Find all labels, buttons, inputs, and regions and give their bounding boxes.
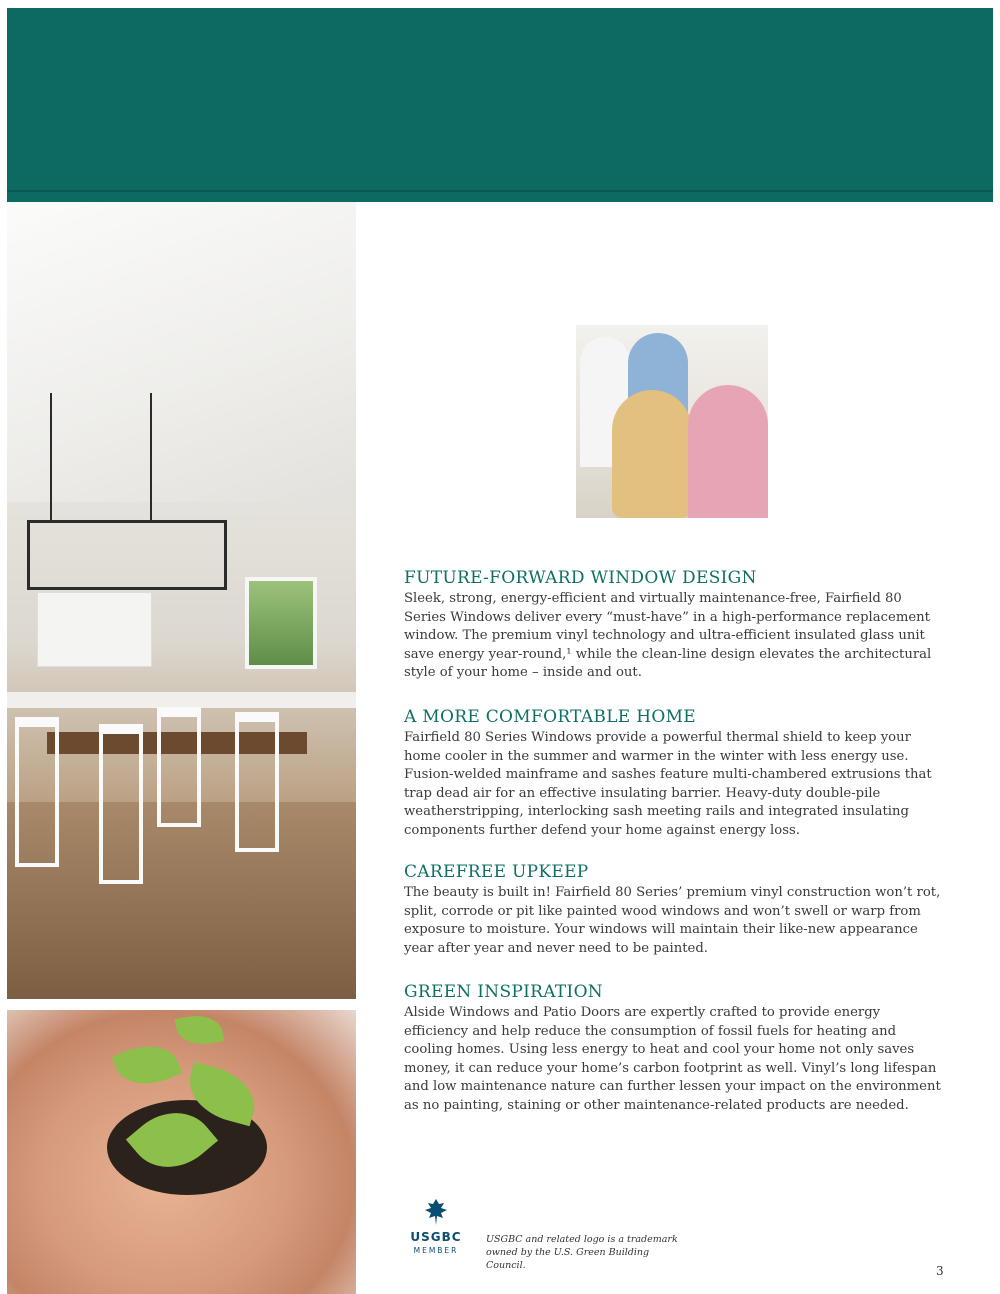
section-comfortable-home bbox=[404, 706, 944, 841]
section-body: Sleek, strong, energy-efficient and virtually maintenance-free, Fairfield 80 Series Windows deliver every “must-have” in a high-performance replacement window. The premium vinyl technology and ultra-efficient insulated glass unit save energy year-round,¹ while the clean-line design elevates the architectural style of your home – inside and out. bbox=[404, 591, 932, 681]
section-carefree-upkeep bbox=[404, 861, 944, 958]
section-heading: FUTURE-FORWARD WINDOW DESIGN bbox=[404, 568, 757, 588]
kitchen-photo bbox=[7, 202, 356, 999]
header-color-band bbox=[7, 8, 993, 202]
section-body: Fairfield 80 Series Windows provide a powerful thermal shield to keep your home cooler in the summer and warmer in the winter with less energy use. Fusion-welded mainframe and sashes feature multi-chambered extrusions that trap dead air for an effective insulating barrier. Heavy-duty double-pile weatherstripping, interlocking sash meeting rails and integrated insulating components further defend your home against energy loss. bbox=[404, 730, 932, 838]
usgbc-member: MEMBER bbox=[413, 1246, 459, 1255]
section-heading: A MORE COMFORTABLE HOME bbox=[404, 707, 696, 727]
section-green-inspiration bbox=[404, 981, 944, 1116]
section-body: Alside Windows and Patio Doors are expertly crafted to provide energy efficiency and help reduce the consumption of fossil fuels for heating and cooling homes. Using less energy to heat and cool your home not only saves money, it can reduce your home’s carbon footprint as well. Vinyl’s long lifespan and low maintenance nature can further lessen your impact on the environment as no painting, staining or other maintenance-related products are needed. bbox=[404, 1005, 941, 1113]
section-window-design bbox=[404, 567, 944, 683]
section-heading: CAREFREE UPKEEP bbox=[404, 862, 589, 882]
section-heading: GREEN INSPIRATION bbox=[404, 982, 603, 1002]
trademark-note: USGBC and related logo is a trademark owned by the U.S. Green Building Council. bbox=[486, 1234, 678, 1271]
seedling-photo bbox=[7, 1010, 356, 1294]
usgbc-name: USGBC bbox=[410, 1230, 462, 1244]
family-with-dog-photo bbox=[576, 325, 768, 518]
usgbc-logo bbox=[406, 1198, 466, 1255]
chandelier bbox=[27, 520, 227, 590]
usgbc-leaf-icon bbox=[424, 1198, 448, 1226]
section-body: The beauty is built in! Fairfield 80 Series’ premium vinyl construction won’t rot, split, corrode or pit like painted wood windows and won’t swell or warp from exposure to moisture. Your windows will maintain their like-new appearance year after year and never need to be painted. bbox=[404, 885, 941, 956]
page-number: 3 bbox=[936, 1264, 944, 1278]
